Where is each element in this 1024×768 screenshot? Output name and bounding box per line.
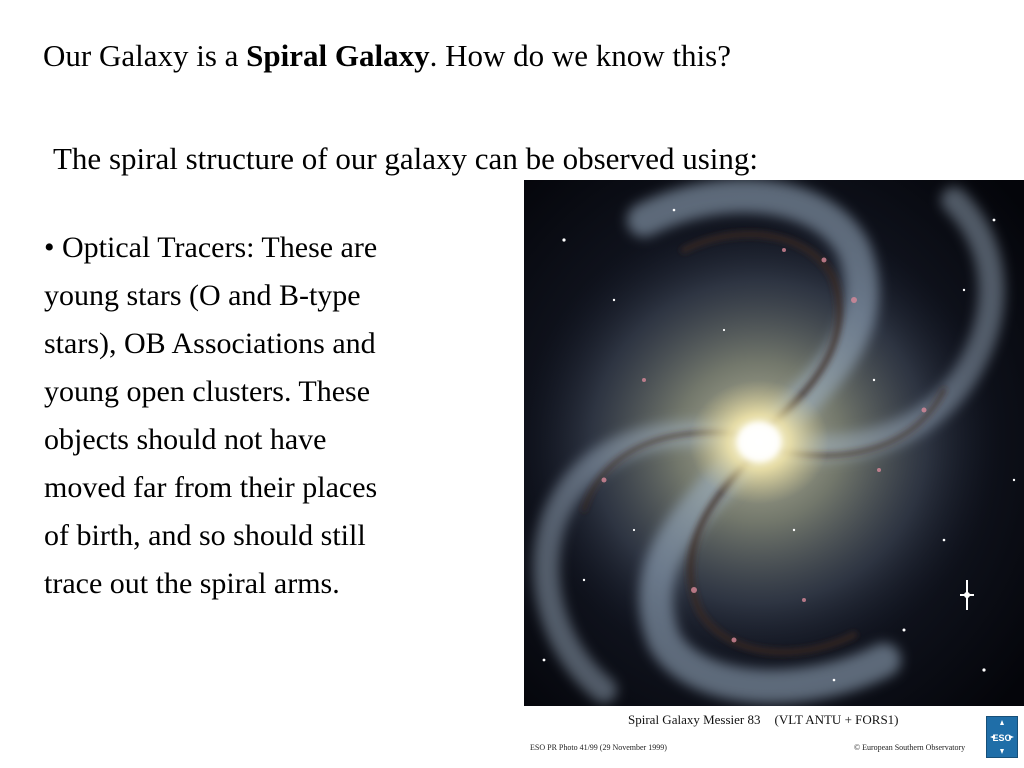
bullet-line: trace out the spiral arms. bbox=[44, 567, 340, 600]
photo-credit-right: © European Southern Observatory bbox=[854, 743, 966, 752]
bullet-text bbox=[44, 224, 514, 608]
bullet-line: of birth, and so should still bbox=[44, 519, 366, 552]
photo-credit-left: ESO PR Photo 41/99 (29 November 1999) bbox=[530, 743, 667, 752]
title-suffix: . How do we know this? bbox=[429, 38, 731, 73]
bullet-line: young open clusters. These bbox=[44, 375, 371, 408]
caption-instrument: (VLT ANTU + FORS1) bbox=[774, 712, 899, 727]
bullet-line: • Optical Tracers: These are bbox=[44, 231, 378, 264]
bullet-line: young stars (O and B-type bbox=[44, 279, 361, 312]
slide-subtitle: The spiral structure of our galaxy can be observed using: bbox=[53, 141, 759, 176]
bullet-line: moved far from their places bbox=[44, 471, 378, 504]
photo-caption-bar bbox=[524, 706, 1024, 768]
title-prefix: Our Galaxy is a bbox=[43, 38, 247, 73]
eso-logo-text: ESO bbox=[992, 733, 1012, 743]
galaxy-image bbox=[524, 180, 1024, 706]
slide-title bbox=[43, 36, 731, 76]
eso-logo bbox=[986, 716, 1018, 758]
photo-caption bbox=[628, 712, 899, 728]
caption-title: Spiral Galaxy Messier 83 bbox=[628, 712, 761, 727]
galaxy-photo bbox=[524, 180, 1024, 768]
bullet-line: stars), OB Associations and bbox=[44, 327, 376, 360]
bullet-line: objects should not have bbox=[44, 423, 327, 456]
title-bold: Spiral Galaxy bbox=[246, 38, 430, 73]
